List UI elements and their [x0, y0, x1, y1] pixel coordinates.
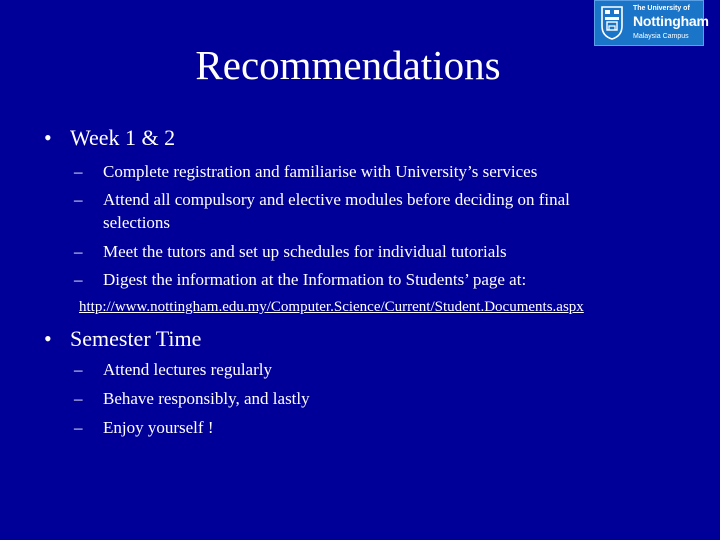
dash-marker: – — [74, 418, 83, 437]
dash-marker: – — [74, 270, 83, 289]
sub-bullet-text: Behave responsibly, and lastly — [103, 389, 310, 408]
sub-bullet — [74, 241, 507, 263]
logo-text-line3: Malaysia Campus — [633, 33, 689, 40]
bullet-marker: • — [44, 326, 52, 351]
sub-bullet — [74, 388, 310, 410]
sub-bullet-text: Complete registration and familiarise with University’s services — [103, 162, 538, 181]
dash-marker: – — [74, 389, 83, 408]
sub-bullet-continuation — [74, 212, 170, 234]
dash-marker: – — [74, 162, 83, 181]
sub-bullet — [74, 161, 537, 183]
bullet-marker: • — [44, 125, 52, 150]
university-crest-icon — [601, 6, 623, 40]
sub-bullet — [74, 359, 272, 381]
sub-bullet-text: Attend lectures regularly — [103, 360, 272, 379]
sub-bullet-text: Attend all compulsory and elective modules before deciding on final — [103, 190, 570, 209]
sub-bullet-text: Meet the tutors and set up schedules for individual tutorials — [103, 242, 507, 261]
dash-marker: – — [74, 360, 83, 379]
bullet-week-1-2 — [44, 125, 175, 151]
bullet-heading: Semester Time — [70, 326, 202, 351]
logo-text-line2: Nottingham — [633, 13, 709, 29]
sub-bullet-text: Digest the information at the Information to Students’ page at: — [103, 270, 527, 289]
dash-marker: – — [74, 190, 83, 209]
sub-bullet — [74, 269, 526, 291]
student-documents-link[interactable]: http://www.nottingham.edu.my/Computer.Science/Current/Student.Documents.aspx — [79, 299, 584, 315]
university-logo — [594, 0, 709, 46]
sub-bullet-text: selections — [103, 213, 171, 232]
slide-title: Recommendations — [195, 42, 501, 88]
sub-bullet — [74, 417, 213, 439]
bullet-semester-time — [44, 326, 201, 352]
sub-bullet-text: Enjoy yourself ! — [103, 418, 214, 437]
dash-marker: – — [74, 242, 83, 261]
logo-text-line1: The University of — [633, 5, 690, 12]
bullet-heading: Week 1 & 2 — [70, 125, 176, 150]
sub-bullet — [74, 189, 570, 211]
